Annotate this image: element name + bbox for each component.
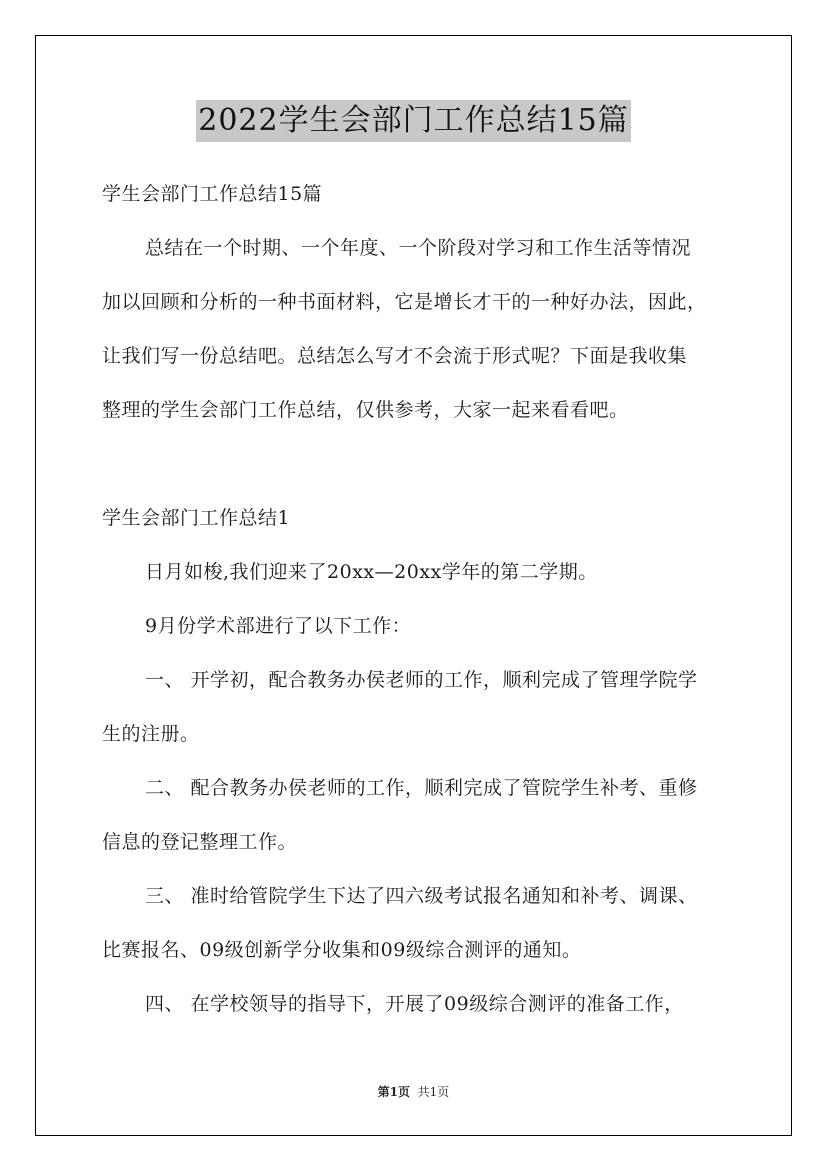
list-item-line: 信息的登记整理工作。 (102, 831, 298, 853)
page-number: 第1页 (377, 1085, 411, 1099)
list-item-line: 一、 开学初，配合教务办侯老师的工作，顺利完成了管理学院学 (145, 669, 698, 691)
list-item-line: 二、 配合教务办侯老师的工作，顺利完成了管院学生补考、重修 (145, 777, 698, 799)
page-footer (0, 1083, 827, 1101)
paragraph-line: 让我们写一份总结吧。总结怎么写才不会流于形式呢？下面是我收集 (102, 345, 688, 367)
list-item-line: 三、 准时给管院学生下达了四六级考试报名通知和补考、调课、 (145, 885, 698, 907)
title-container (0, 100, 827, 142)
total-pages: 共1页 (417, 1085, 450, 1099)
paragraph-line: 9月份学术部进行了以下工作： (145, 615, 412, 637)
paragraph-line: 总结在一个时期、一个年度、一个阶段对学习和工作生活等情况 (145, 237, 692, 259)
paragraph-line: 日月如梭,我们迎来了20xx—20xx学年的第二学期。 (145, 561, 598, 583)
subtitle-line: 学生会部门工作总结15篇 (102, 183, 323, 205)
document-title: 2022学生会部门工作总结15篇 (196, 100, 631, 142)
list-item-line: 生的注册。 (102, 723, 200, 745)
section-heading: 学生会部门工作总结1 (102, 507, 291, 529)
list-item-line: 比赛报名、09级创新学分收集和09级综合测评的通知。 (102, 939, 582, 961)
paragraph-line: 加以回顾和分析的一种书面材料，它是增长才干的一种好办法，因此， (102, 291, 707, 313)
paragraph-line: 整理的学生会部门工作总结，仅供参考，大家一起来看看吧。 (102, 399, 629, 421)
list-item-line: 四、 在学校领导的指导下，开展了09级综合测评的准备工作， (145, 993, 684, 1015)
